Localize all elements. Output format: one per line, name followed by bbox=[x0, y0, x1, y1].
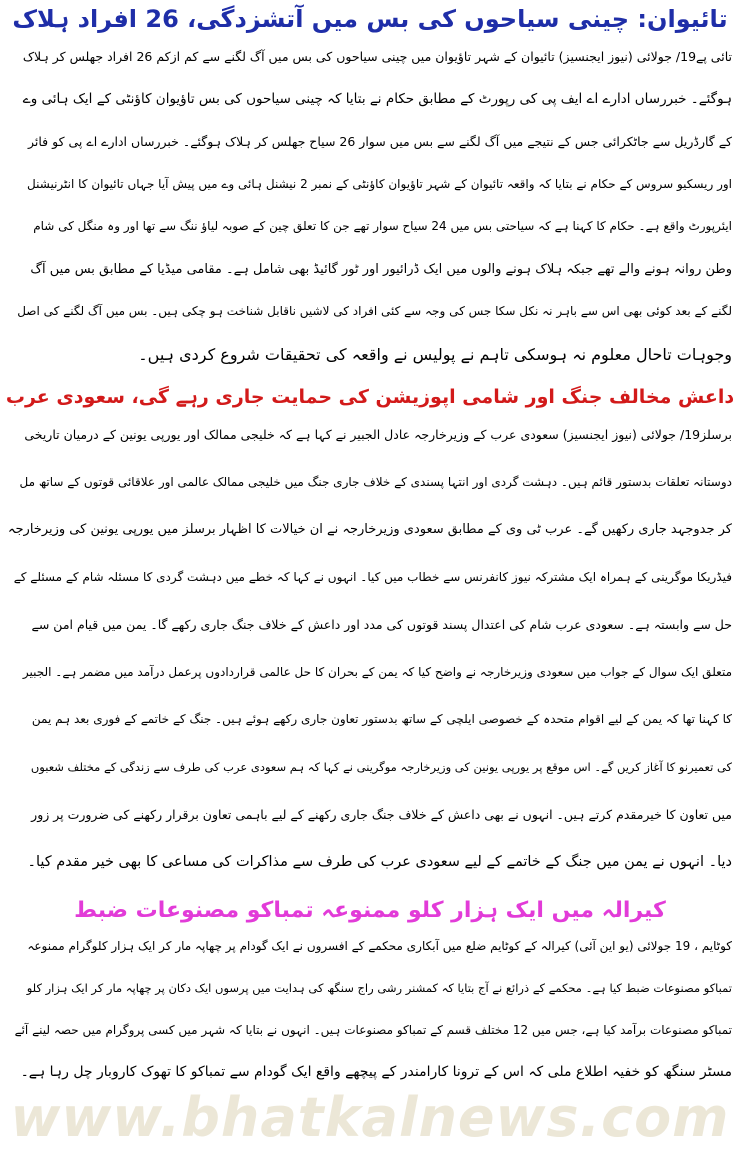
body-line: وجوہات تاحال معلوم نہ ہوسکی تاہم نے پولیس نے واقعہ کی تحقیقات شروع کردی ہیں۔ bbox=[138, 344, 732, 364]
body-line: حل سے وابستہ ہے۔ سعودی عرب شام کی اعتدال پسند قوتوں کی مدد اور داعش کے خلاف جنگ جاری رکھے گا۔ یمن میں قیام امن سے bbox=[31, 617, 732, 632]
site-watermark: www.bhatkalnews.com bbox=[10, 1086, 730, 1149]
body-line: برسلز19/ جولائی (نیوز ایجنسیز) سعودی عرب کے وزیرخارجہ عادل الجبیر نے کہا ہے کہ خلیجی ممالک اور یورپی یونین کے درمیان تاریخی bbox=[24, 427, 732, 442]
body-line: فیڈریکا موگرینی کے ہمراہ ایک مشترکہ نیوز کانفرنس سے خطاب میں کیا۔ انہوں نے کہا کہ خطے میں دہشت گردی کا مسئلہ شام کے مسئلے کے bbox=[13, 569, 732, 584]
body-line: دیا۔ انہوں نے یمن میں جنگ کے خاتمے کے لیے سعودی عرب کی طرف سے مذاکرات کی مساعی کا بھی خیر مقدم کیا۔ bbox=[27, 853, 732, 870]
body-line: کوٹایم ، 19 جولائی (یو این آئی) کیرالہ کے کوٹایم ضلع میں آبکاری محکمے کے افسروں نے ایک گودام پر چھاپہ مار کر ایک ہزار کلوگرام ممنوعہ bbox=[27, 939, 732, 953]
article1-headline: تائیوان: چینی سیاحوں کی بس میں آتشزدگی، 26 افراد ہلاک bbox=[12, 5, 728, 33]
body-line: ایئرپورٹ واقع ہے۔ حکام کا کہنا ہے کہ سیاحتی بس میں 24 سیاح سوار تھے جن کا تعلق چین کے صوبہ لیاؤ ننگ سے تھا اور وہ منگل کی شام bbox=[33, 219, 732, 233]
body-line: مسٹر سنگھ کو خفیہ اطلاع ملی کہ اس کے ترونا کارامندر کے پیچھے واقع ایک گودام سے تمباکو کا تھوک کاروبار چل رہا ہے۔ bbox=[20, 1064, 732, 1080]
article3-headline: کیرالہ میں ایک ہزار کلو ممنوعہ تمباکو مصنوعات ضبط bbox=[74, 898, 666, 923]
body-line: کا کہنا تھا کہ یمن کے لیے اقوام متحدہ کے خصوصی ایلچی کے ساتھ بدستور تعاون جاری رکھے ہوئے ہیں۔ جنگ کے خاتمے کے فوری بعد ہم یمن bbox=[31, 712, 732, 726]
body-line: میں تعاون کا خیرمقدم کرتے ہیں۔ انہوں نے بھی داعش کے خلاف جنگ جاری رکھنے کے لیے باہمی تعاون برقرار رکھنے کی ضرورت پر زور bbox=[31, 807, 732, 822]
body-line: تمباکو مصنوعات ضبط کیا ہے۔ محکمے کے ذرائع نے آج بتایا کہ کمشنر رشی راج سنگھ کی ہدایت میں پرسوں ایک دکان پر چھاپہ مار کر ایک ہزار کلو bbox=[26, 981, 732, 995]
body-line: دوستانہ تعلقات بدستور قائم ہیں۔ دہشت گردی اور انتہا پسندی کے خلاف جاری جنگ میں خلیجی ممالک عالمی اور علاقائی قوتوں کے ساتھ مل bbox=[19, 474, 732, 489]
body-line: متعلق ایک سوال کے جواب میں سعودی وزیرخارجہ نے واضح کیا کہ یمن کے بحران کا حل عالمی قراردادوں پرعمل درآمد میں مضمر ہے۔ الجبیر bbox=[22, 664, 732, 679]
body-line: ہوگئے۔ خبررساں ادارے اے ایف پی کی رپورٹ کے مطابق حکام نے بتایا کہ چینی سیاحوں کی بس تاؤیوان کاؤنٹی کے ایک ہائی وے bbox=[22, 90, 732, 107]
body-line: وطن روانہ ہونے والے تھے جبکہ ہلاک ہونے والوں میں ایک ڈرائیور اور ٹور گائیڈ بھی شامل ہے۔ مقامی میڈیا کے مطابق بس میں آگ bbox=[30, 261, 732, 277]
body-line: کے گارڈریل سے جاٹکرائی جس کے نتیجے میں آگ لگنے سے بس میں سوار 26 سیاح جھلس کر ہلاک ہوگئے۔ خبررساں ادارے اے پی کو فائر bbox=[28, 134, 732, 149]
body-line: کی تعمیرنو کا آغاز کریں گے۔ اس موقع پر یورپی یونین کی وزیرخارجہ موگرینی نے کہا کہ ہم سعودی عرب کی طرف سے زندگی کے مختلف شعبوں bbox=[30, 759, 732, 774]
body-line: کر جدوجہد جاری رکھیں گے۔ عرب ٹی وی کے مطابق سعودی وزیرخارجہ نے ان خیالات کا اظہار برسلز میں یورپی یونین کی وزیرخارجہ bbox=[8, 522, 732, 537]
body-line: تمباکو مصنوعات برآمد کیا ہے، جس میں 12 مختلف قسم کے تمباکو مصنوعات ہیں۔ انہوں نے بتایا کہ شہر میں کسی پروگرام میں حصہ لینے آئے bbox=[14, 1023, 732, 1037]
body-line: لگنے کے بعد کوئی بھی اس سے باہر نہ نکل سکا جس کی وجہ سے کئی افراد کی لاشیں ناقابل شناخت ہو چکی ہیں۔ بس میں آگ لگنے کی اصل bbox=[17, 304, 732, 318]
body-line: تائی پے19/ جولائی (نیوز ایجنسیز) تائیوان کے شہر تاؤیوان میں چینی سیاحوں کی بس میں آگ لگنے سے کم ازکم 26 افراد جھلس کر ہلاک bbox=[22, 49, 732, 64]
article3-body bbox=[0, 930, 740, 1149]
article2-body bbox=[0, 418, 740, 894]
article2-headline: داعش مخالف جنگ اور شامی اپوزیشن کی حمایت جاری رہے گی، سعودی عرب bbox=[5, 386, 735, 408]
article1-body bbox=[0, 40, 740, 380]
body-line: اور ریسکیو سروس کے حکام نے بتایا کہ واقعہ تائیوان کے شہر تاؤیوان کاؤنٹی کے نمبر 2 نیشنل ہائی وے میں پیش آیا جہاں تائیوان کا انٹرنیشنل bbox=[27, 176, 732, 191]
